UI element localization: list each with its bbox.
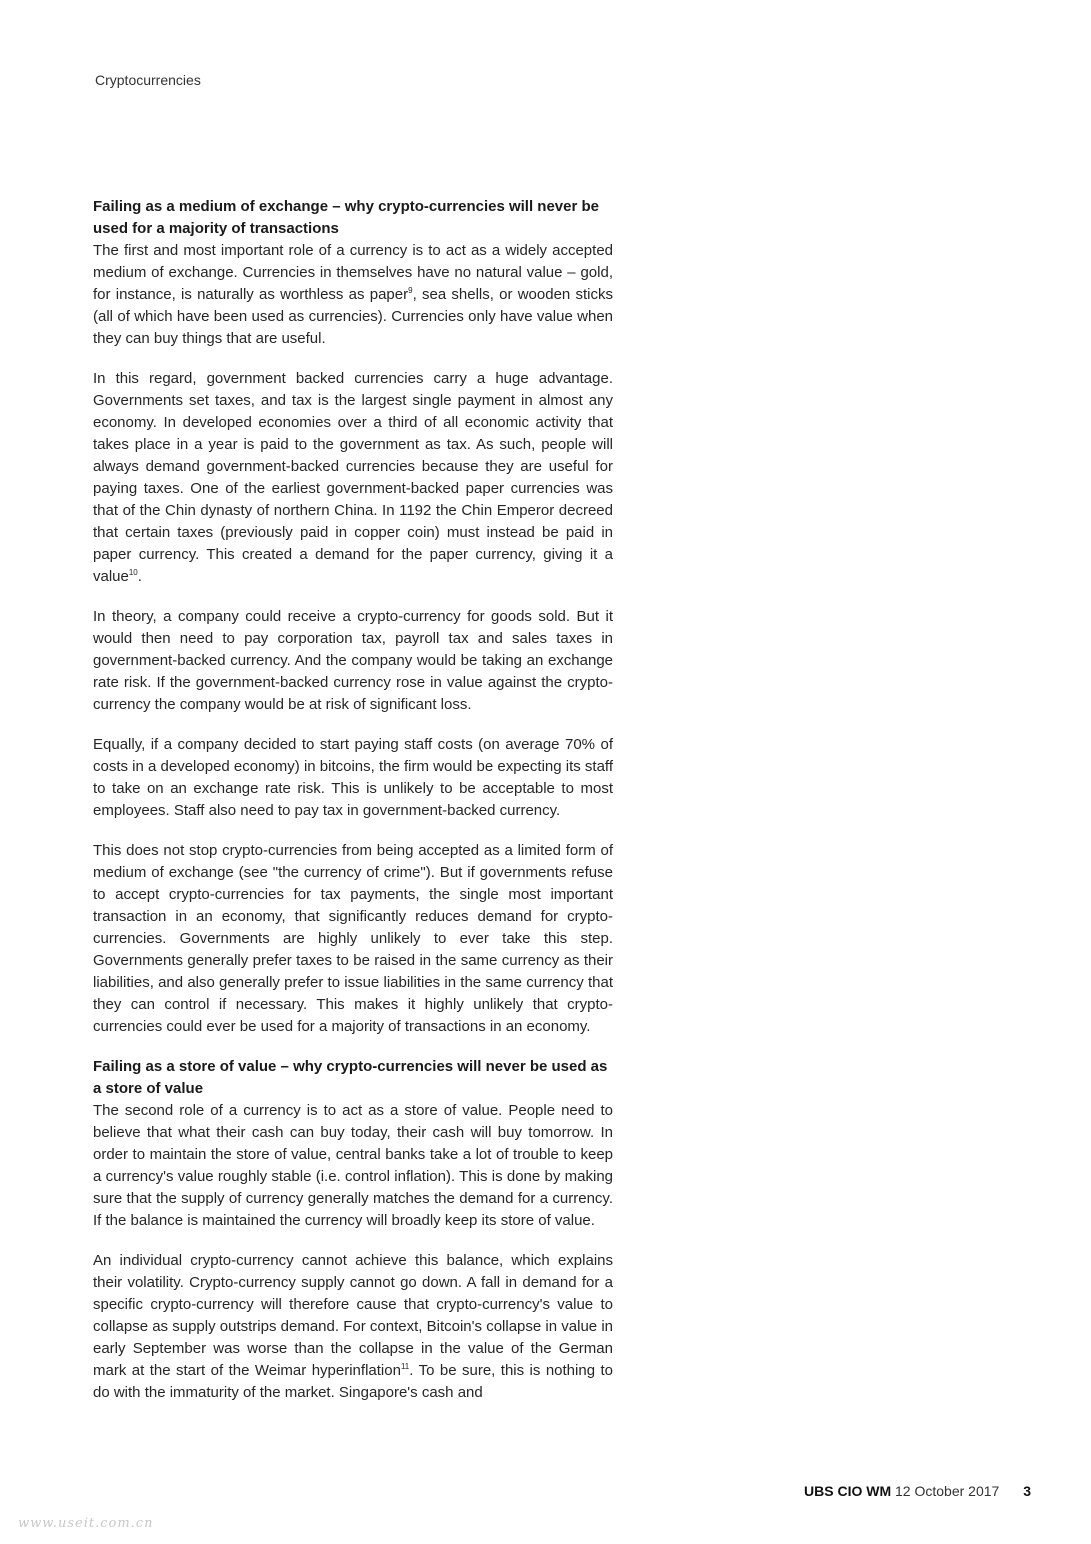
running-title: Cryptocurrencies (95, 72, 201, 88)
section-heading: Failing as a store of value – why crypto-currencies will never be used as a store of value (93, 1058, 608, 1097)
paragraph (93, 1250, 613, 1404)
watermark: www.useit.com.cn (18, 1516, 154, 1531)
section-store-of-value (93, 1056, 613, 1404)
footnote-marker[interactable]: 10 (128, 568, 138, 577)
footer-brand: UBS CIO WM (804, 1483, 892, 1499)
section-heading: Failing as a medium of exchange – why crypto-currencies will never be used for a majority of transactions (93, 198, 600, 237)
page-number: 3 (1023, 1483, 1031, 1499)
page-footer (804, 1483, 1031, 1499)
paragraph (93, 240, 613, 350)
paragraph-text: The first and most important role of a currency is to act as a widely accepted medium of exchange. Currencies in themselves have no natural value – gold, for instance, is naturally as worthless as paper (93, 242, 613, 303)
footnote-marker[interactable]: 9 (408, 286, 413, 295)
paragraph: This does not stop crypto-currencies from being accepted as a limited form of medium of exchange (see "the currency of crime"). But if governments refuse to accept crypto-currencies for tax payments, the single most important transaction in an economy, that significantly reduces demand for crypto-currencies. Governments are highly unlikely to ever take this step. Governments generally prefer taxes to be raised in the same currency as their liabilities, and also generally prefer to issue liabilities in the same currency that they can control if necessary. This makes it highly unlikely that crypto-currencies could ever be used for a majority of transactions in an economy. (93, 842, 613, 1035)
paragraph-text: . (137, 568, 142, 585)
footer-date: 12 October 2017 (895, 1483, 1000, 1499)
footnote-marker[interactable]: 11 (400, 1362, 410, 1371)
section-medium-of-exchange (93, 196, 613, 1038)
paragraph (93, 368, 613, 588)
paragraph: In theory, a company could receive a crypto-currency for goods sold. But it would then need to pay corporation tax, payroll tax and sales taxes in government-backed currency. And the company would be taking an exchange rate risk. If the government-backed currency rose in value against the crypto-currency the company would be at risk of significant loss. (93, 608, 613, 713)
paragraph-text: , sea shells, or wooden sticks (all of which have been used as currencies). Currencies only have value when they can buy things that are useful. (93, 286, 613, 347)
article-column (93, 196, 613, 1422)
paragraph: The second role of a currency is to act as a store of value. People need to believe that what their cash can buy today, their cash will buy tomorrow. In order to maintain the store of value, central banks take a lot of trouble to keep a currency's value roughly stable (i.e. control inflation). This is done by making sure that the supply of currency generally matches the demand for a currency. If the balance is maintained the currency will broadly keep its store of value. (93, 1102, 613, 1229)
paragraph-text: An individual crypto-currency cannot achieve this balance, which explains their volatility. Crypto-currency supply cannot go down. A fall in demand for a specific crypto-currency will therefore cause that crypto-currency's value to collapse as supply outstrips demand. For context, Bitcoin's collapse in value in early September was worse than the collapse in the value of the German mark at the start of the Weimar hyperinflation (93, 1252, 613, 1379)
paragraph-text: . To be sure, this is nothing to do with the immaturity of the market. Singapore's cash and (93, 1362, 613, 1401)
paragraph-text: In this regard, government backed currencies carry a huge advantage. Governments set taxes, and tax is the largest single payment in almost any economy. In developed economies over a third of all economic activity that takes place in a year is paid to the government as tax. As such, people will always demand government-backed currencies because they are useful for paying taxes. One of the earliest government-backed paper currencies was that of the Chin dynasty of northern China. In 1192 the Chin Emperor decreed that certain taxes (previously paid in copper coin) must instead be paid in paper currency. This created a demand for the paper currency, giving it a value (93, 370, 613, 585)
paragraph: Equally, if a company decided to start paying staff costs (on average 70% of costs in a developed economy) in bitcoins, the firm would be expecting its staff to take on an exchange rate risk. This is unlikely to be acceptable to most employees. Staff also need to pay tax in government-backed currency. (93, 736, 613, 819)
